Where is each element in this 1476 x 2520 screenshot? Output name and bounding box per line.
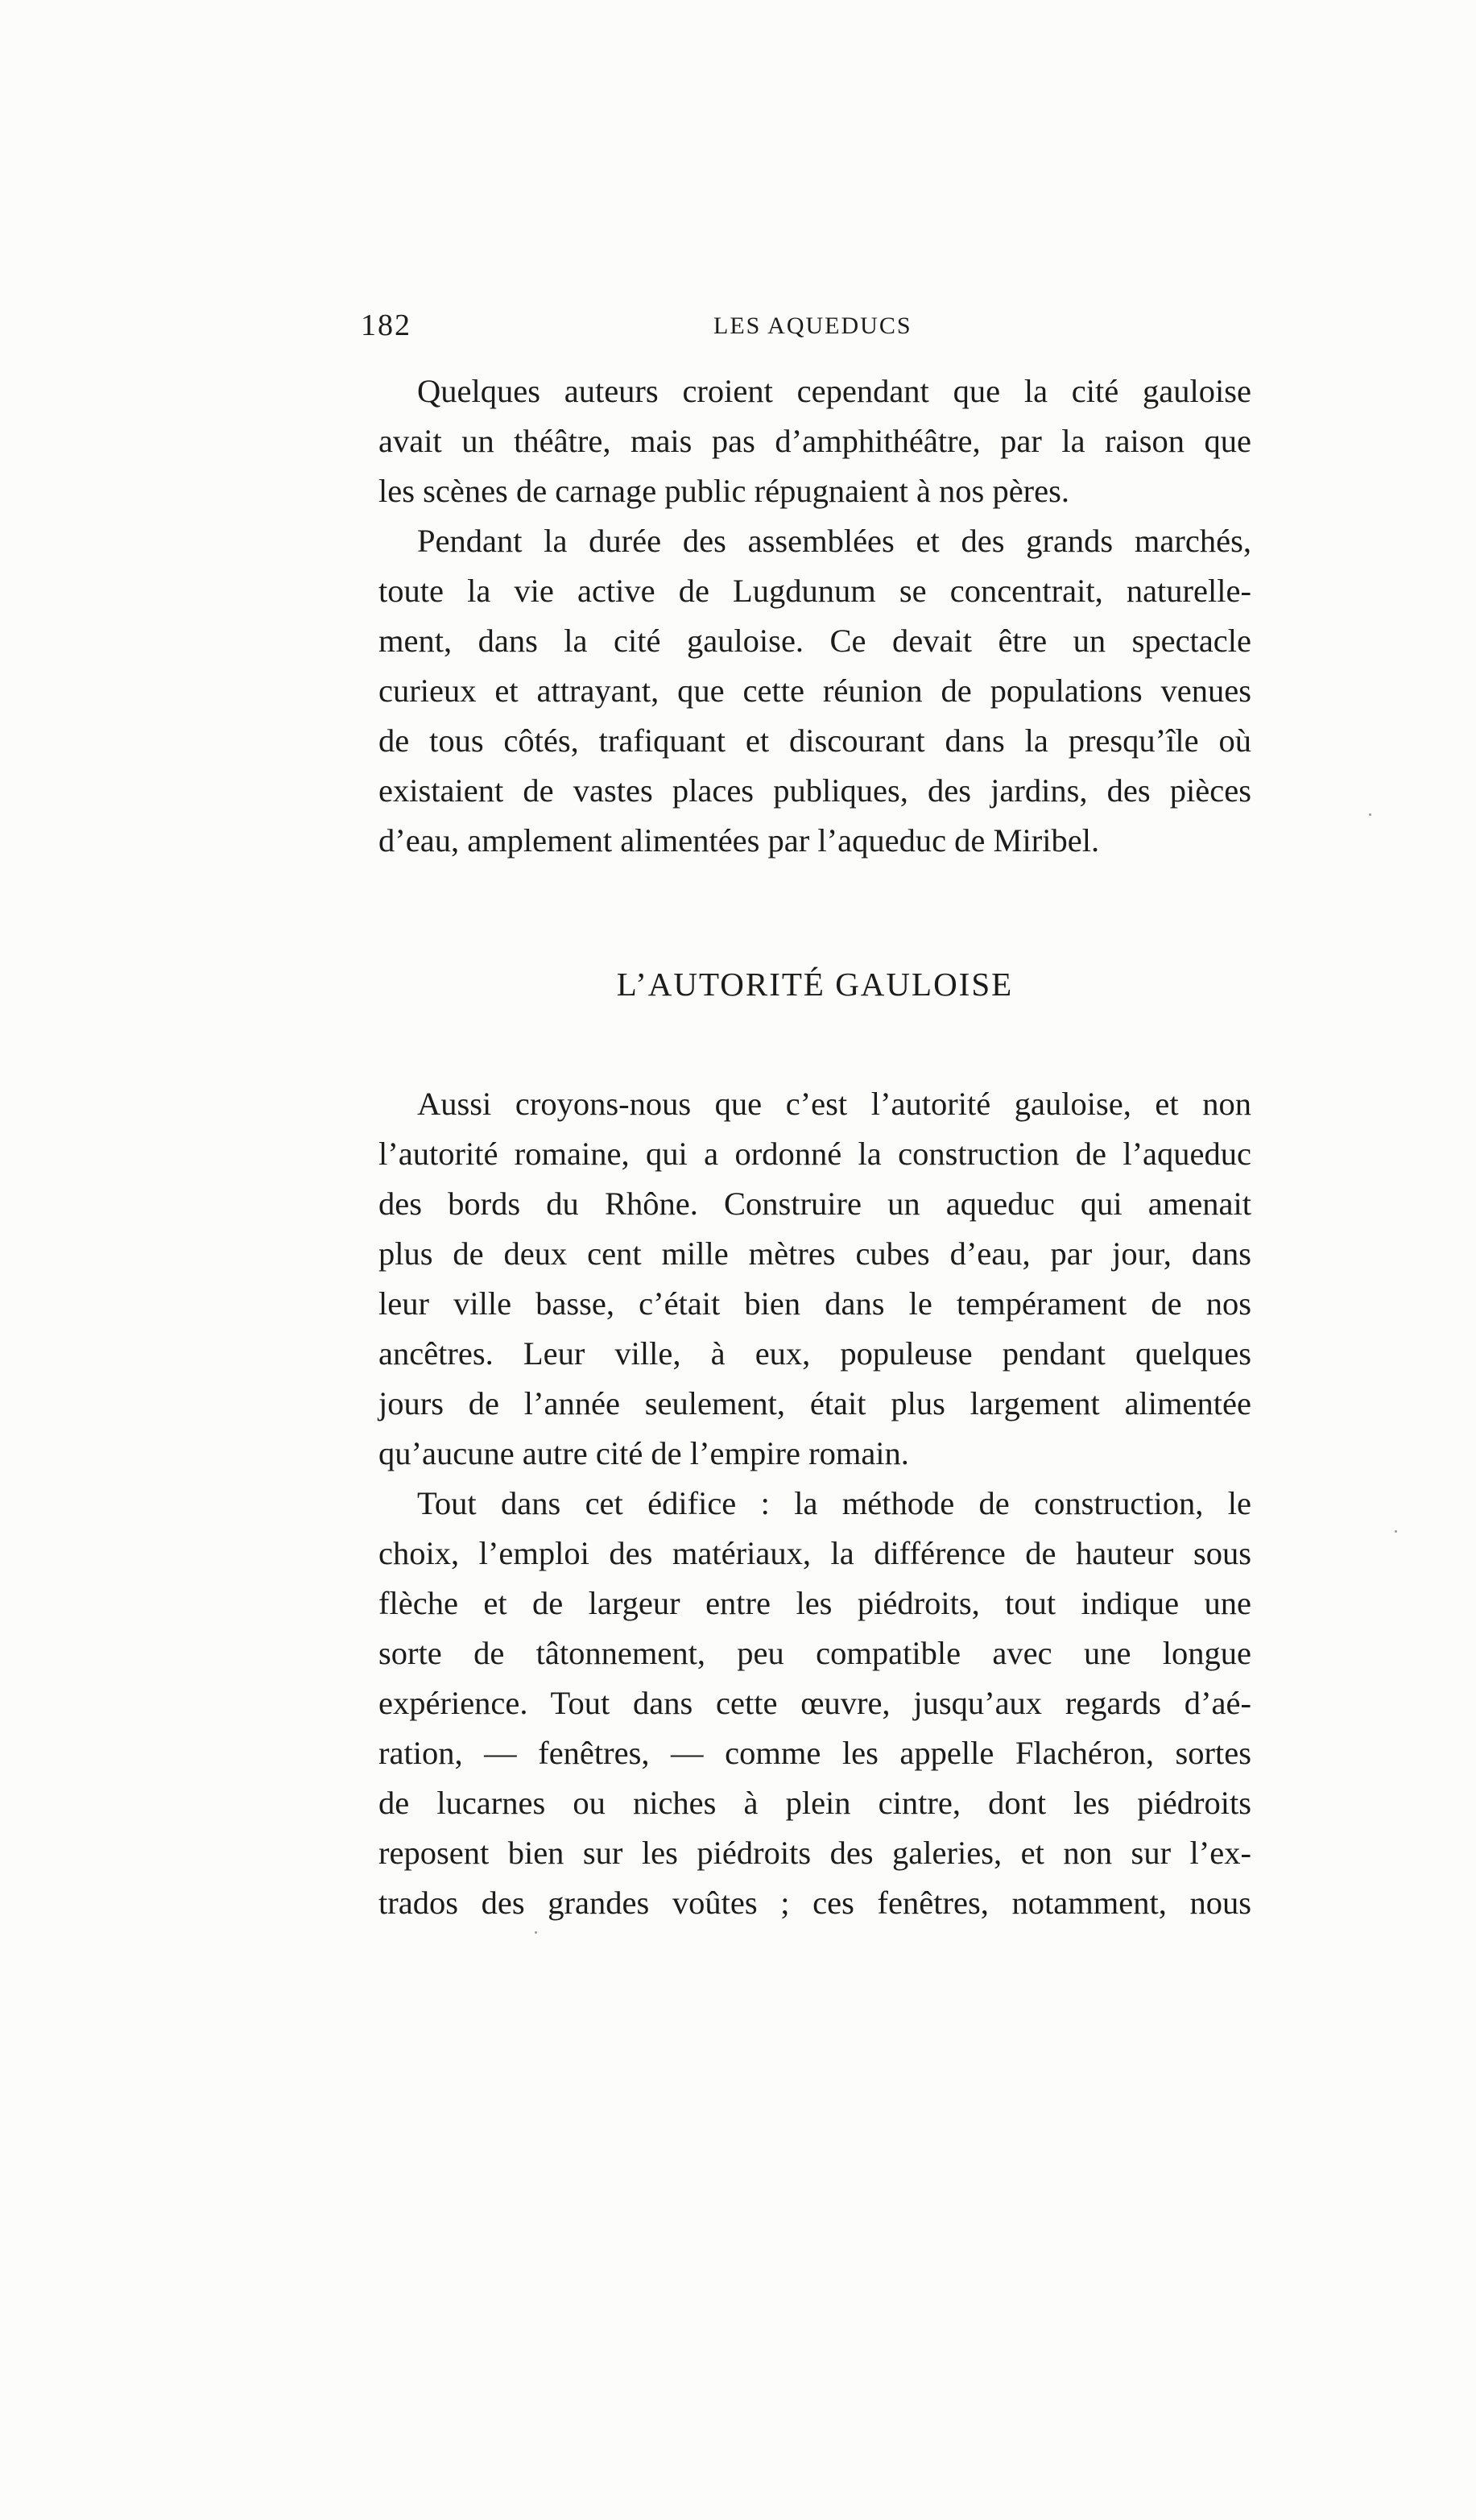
text-line: sorte de tâtonnement, peu compatible avec une longue: [378, 1635, 1251, 1671]
text-line: flèche et de largeur entre les piédroits, tout indique une: [378, 1585, 1251, 1621]
running-head: [361, 308, 921, 348]
text-line: Quelques auteurs croient cependant que la cité gauloise: [417, 373, 1251, 409]
text-line: trados des grandes voûtes ; ces fenêtres, notamment, nous: [378, 1885, 1251, 1921]
text-line: de lucarnes ou niches à plein cintre, dont les piédroits: [378, 1785, 1251, 1821]
text-line: ration, — fenêtres, — comme les appelle Flachéron, sortes: [378, 1735, 1251, 1771]
paper-speck: [1369, 813, 1371, 816]
text-line: plus de deux cent mille mètres cubes d’eau, par jour, dans: [378, 1235, 1251, 1272]
page-number: 182: [361, 308, 411, 342]
text-line: des bords du Rhône. Construire un aqueduc qui amenait: [378, 1186, 1251, 1222]
text-line: Tout dans cet édifice : la méthode de construction, le: [417, 1485, 1251, 1521]
paper-speck: [1395, 1530, 1397, 1533]
text-line: ment, dans la cité gauloise. Ce devait être un spectacle: [378, 623, 1251, 659]
text-line: qu’aucune autre cité de l’empire romain.: [378, 1435, 909, 1471]
text-line: jours de l’année seulement, était plus largement alimentée: [378, 1385, 1251, 1421]
text-line: curieux et attrayant, que cette réunion de populations venues: [378, 672, 1251, 709]
paragraph-block-2: [378, 1079, 1251, 1928]
text-line: reposent bien sur les piédroits des galeries, et non sur l’ex-: [378, 1835, 1251, 1871]
text-line: expérience. Tout dans cette œuvre, jusqu’aux regards d’aé-: [378, 1685, 1251, 1721]
text-line: toute la vie active de Lugdunum se concentrait, naturelle-: [378, 573, 1251, 609]
text-line: d’eau, amplement alimentées par l’aqueduc de Miribel.: [378, 822, 1100, 859]
section-heading: L’AUTORITÉ GAULOISE: [616, 966, 1014, 1003]
running-title: LES AQUEDUCS: [713, 312, 912, 339]
text-line: Pendant la durée des assemblées et des grands marchés,: [417, 523, 1251, 559]
paragraph-block-1: [378, 366, 1251, 866]
text-line: ancêtres. Leur ville, à eux, populeuse pendant quelques: [378, 1335, 1251, 1372]
text-line: avait un théâtre, mais pas d’amphithéâtre, par la raison que: [378, 423, 1251, 459]
text-line: leur ville basse, c’était bien dans le tempérament de nos: [378, 1285, 1251, 1322]
text-line: existaient de vastes places publiques, des jardins, des pièces: [378, 772, 1251, 809]
paper-speck: [535, 1931, 537, 1934]
text-line: choix, l’emploi des matériaux, la différence de hauteur sous: [378, 1535, 1251, 1571]
text-line: Aussi croyons-nous que c’est l’autorité gauloise, et non: [417, 1086, 1251, 1122]
text-line: de tous côtés, trafiquant et discourant dans la presqu’île où: [378, 722, 1251, 759]
text-line: l’autorité romaine, qui a ordonné la construction de l’aqueduc: [378, 1136, 1251, 1172]
text-line: les scènes de carnage public répugnaient à nos pères.: [378, 473, 1070, 509]
